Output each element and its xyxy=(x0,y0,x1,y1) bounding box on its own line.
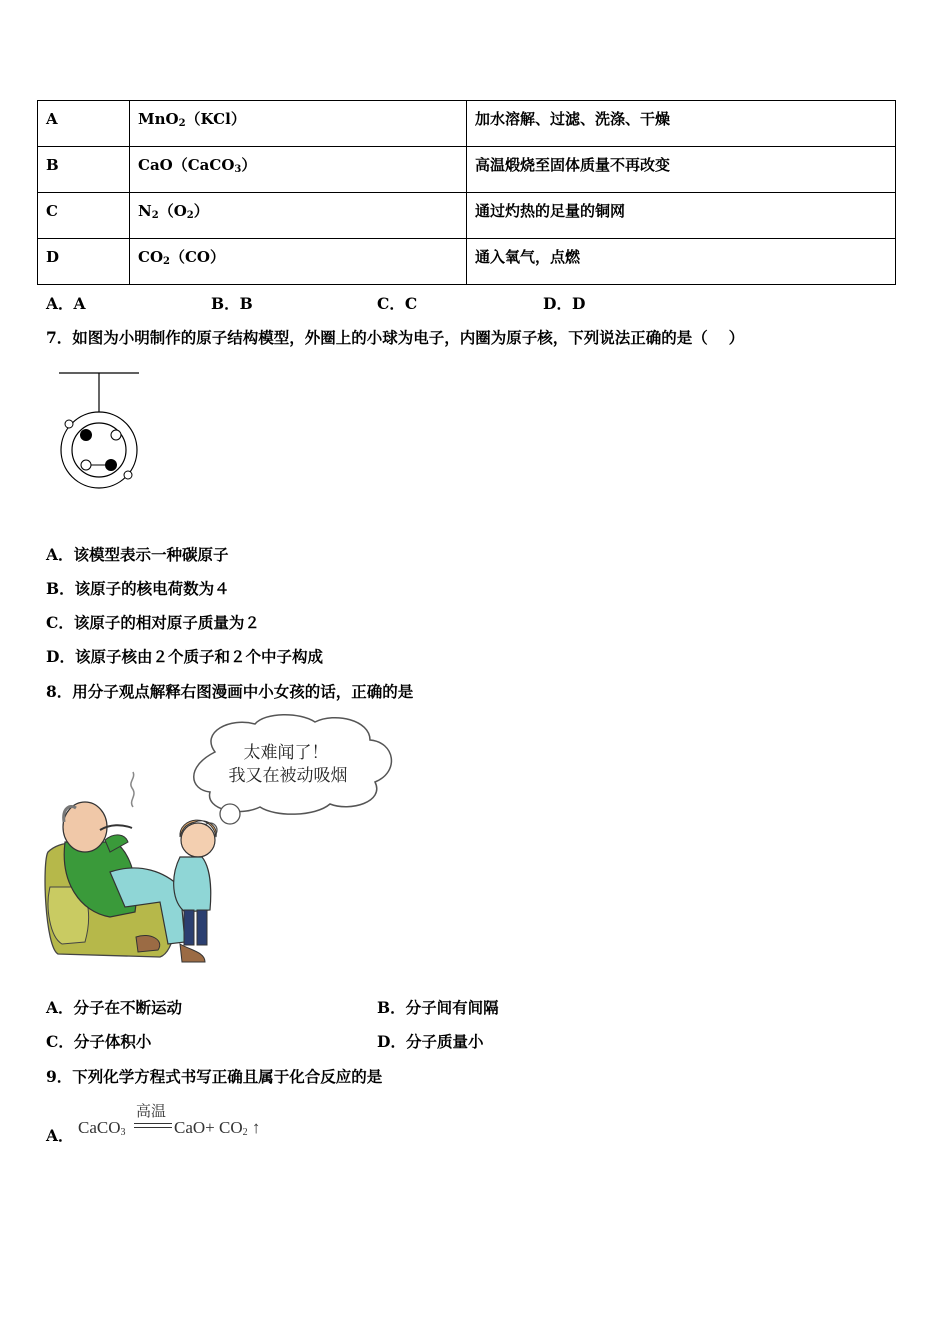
row-letter: D xyxy=(38,239,130,285)
formula-subscript: 2 xyxy=(178,118,186,129)
separation-table xyxy=(37,100,896,285)
q9-stem: 9．下列化学方程式书写正确且属于化合反应的是 xyxy=(46,1067,383,1086)
eq-equals-sign xyxy=(134,1123,172,1128)
q6-option-d[interactable]: D．D xyxy=(543,294,586,313)
q9-option-a-equation xyxy=(78,1100,338,1150)
q8-option-c[interactable]: C．分子体积小 xyxy=(46,1032,152,1051)
q8-option-a[interactable]: A．分子在不断运动 xyxy=(46,998,183,1017)
impurity-formula: ） xyxy=(241,156,257,174)
impurity-formula: （CO） xyxy=(169,248,225,266)
bubble-text-line2: 我又在被动吸烟 xyxy=(228,766,348,786)
formula-subscript: 3 xyxy=(234,164,242,175)
atom-model-figure xyxy=(55,368,145,493)
q8-option-b[interactable]: B．分子间有间隔 xyxy=(377,998,499,1017)
formula-subscript: 2 xyxy=(163,256,170,267)
row-substance xyxy=(130,147,467,193)
q9-option-a-label[interactable]: A． xyxy=(46,1126,74,1145)
eq-reactant-sub: 3 xyxy=(120,1127,126,1138)
eq-product: CaO+ CO xyxy=(174,1118,243,1137)
q7-option-d[interactable]: D．该原子核由２个质子和２个中子构成 xyxy=(46,647,323,666)
q8-stem: 8．用分子观点解释右图漫画中小女孩的话，正确的是 xyxy=(46,682,414,701)
q7-option-b[interactable]: B．该原子的核电荷数为４ xyxy=(46,579,230,598)
row-substance xyxy=(130,101,467,147)
row-method: 加水溶解、过滤、洗涤、干燥 xyxy=(467,101,896,147)
substance-formula: N xyxy=(138,202,152,220)
eq-condition: 高温 xyxy=(136,1102,167,1120)
eq-reactant: CaCO xyxy=(78,1118,121,1137)
row-method: 高温煅烧至固体质量不再改变 xyxy=(467,147,896,193)
substance-formula: CaO（CaCO xyxy=(138,156,235,174)
formula-subscript: 2 xyxy=(186,210,194,221)
row-substance xyxy=(130,239,467,285)
formula-tail: ） xyxy=(193,202,209,220)
table-row xyxy=(38,101,896,147)
q7-option-a[interactable]: A．该模型表示一种碳原子 xyxy=(46,545,229,564)
eq-product-sub: 2 xyxy=(242,1127,248,1138)
table-row xyxy=(38,193,896,239)
row-letter: B xyxy=(38,147,130,193)
q7-stem: 7．如图为小明制作的原子结构模型，外圈上的小球为电子，内圈为原子核，下列说法正确的是（ ） xyxy=(46,328,745,347)
passive-smoking-cartoon xyxy=(40,712,410,972)
row-letter: A xyxy=(38,101,130,147)
q8-option-d[interactable]: D．分子质量小 xyxy=(377,1032,484,1051)
table-row xyxy=(38,239,896,285)
eq-gas-arrow: ↑ xyxy=(251,1118,261,1137)
q6-option-b[interactable]: B．B xyxy=(211,294,253,313)
substance-formula: CO xyxy=(138,248,164,266)
row-substance xyxy=(130,193,467,239)
bubble-text-line1: 太难闻了！ xyxy=(243,743,329,763)
impurity-formula: （O xyxy=(158,202,187,220)
row-letter: C xyxy=(38,193,130,239)
substance-formula: MnO xyxy=(138,110,179,128)
q6-option-c[interactable]: C．C xyxy=(377,294,418,313)
q7-option-c[interactable]: C．该原子的相对原子质量为２ xyxy=(46,613,260,632)
impurity-formula: （KCl） xyxy=(185,110,246,128)
table-row xyxy=(38,147,896,193)
q6-option-a[interactable]: A．A xyxy=(46,294,86,313)
row-method: 通过灼热的足量的铜网 xyxy=(467,193,896,239)
row-method: 通入氧气，点燃 xyxy=(467,239,896,285)
formula-subscript: 2 xyxy=(151,210,159,221)
